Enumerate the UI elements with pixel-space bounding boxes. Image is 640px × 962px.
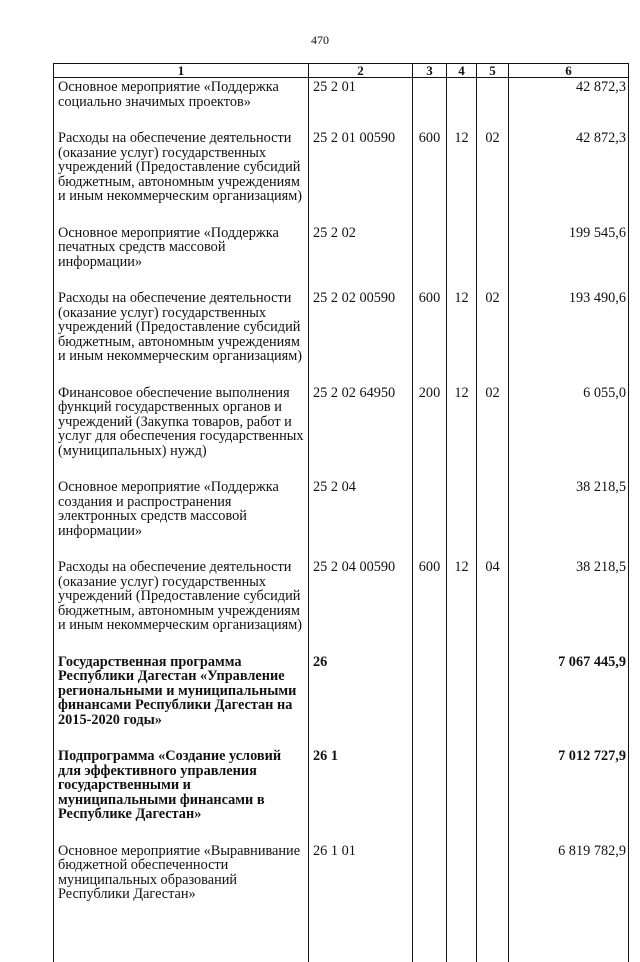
row-amount: 42 872,3	[509, 131, 629, 226]
column-header-6: 6	[509, 64, 629, 78]
row-col5: 02	[477, 291, 509, 386]
row-col4: 12	[447, 386, 477, 481]
column-header-5: 5	[477, 64, 509, 78]
row-name: Расходы на обеспечение деятельности (оказание услуг) государственных учреждений (Предоставление субсидий бюджетным, автономным учреждениям и иным некоммерческим организациям)	[54, 291, 309, 386]
row-col4	[447, 226, 477, 292]
row-code: 26	[309, 655, 413, 750]
row-col5	[477, 655, 509, 750]
table-row	[54, 844, 629, 962]
row-col3	[413, 655, 447, 750]
row-col5: 04	[477, 560, 509, 655]
row-code: 25 2 02 00590	[309, 291, 413, 386]
row-col5	[477, 480, 509, 560]
column-header-2: 2	[309, 64, 413, 78]
row-col4	[447, 749, 477, 844]
row-col5: 02	[477, 131, 509, 226]
row-col5: 02	[477, 386, 509, 481]
row-name: Финансовое обеспечение выполнения функций государственных органов и учреждений (Закупка товаров, работ и услуг для обеспечения государственных (муниципальных) нужд)	[54, 386, 309, 481]
row-col3: 600	[413, 291, 447, 386]
row-col3	[413, 844, 447, 962]
row-name: Основное мероприятие «Поддержка создания и распространения электронных средств массовой информации»	[54, 480, 309, 560]
table-row	[54, 131, 629, 226]
row-code: 25 2 04	[309, 480, 413, 560]
row-col5	[477, 749, 509, 844]
row-col4: 12	[447, 291, 477, 386]
row-name: Основное мероприятие «Поддержка печатных средств массовой информации»	[54, 226, 309, 292]
row-col3	[413, 749, 447, 844]
row-amount: 6 819 782,9	[509, 844, 629, 962]
row-name: Подпрограмма «Создание условий для эффективного управления государственными и муниципальными финансами в Республике Дагестан»	[54, 749, 309, 844]
column-header-4: 4	[447, 64, 477, 78]
row-code: 25 2 02	[309, 226, 413, 292]
table-row	[54, 386, 629, 481]
table-row	[54, 226, 629, 292]
row-amount: 7 012 727,9	[509, 749, 629, 844]
table-row	[54, 78, 629, 132]
row-code: 25 2 02 64950	[309, 386, 413, 481]
row-col3: 200	[413, 386, 447, 481]
row-col3	[413, 480, 447, 560]
row-col4	[447, 655, 477, 750]
row-col5	[477, 78, 509, 132]
row-code: 25 2 04 00590	[309, 560, 413, 655]
table-row	[54, 291, 629, 386]
header-row	[54, 64, 629, 78]
column-header-1: 1	[54, 64, 309, 78]
row-name: Расходы на обеспечение деятельности (оказание услуг) государственных учреждений (Предоставление субсидий бюджетным, автономным учреждениям и иным некоммерческим организациям)	[54, 131, 309, 226]
row-amount: 38 218,5	[509, 560, 629, 655]
row-col4	[447, 844, 477, 962]
row-col4	[447, 78, 477, 132]
row-name: Государственная программа Республики Дагестан «Управление региональными и муниципальными финансами Республики Дагестан на 2015-2020 годы»	[54, 655, 309, 750]
budget-table	[53, 63, 629, 962]
row-col3	[413, 226, 447, 292]
row-col3: 600	[413, 131, 447, 226]
table-row	[54, 480, 629, 560]
row-col3	[413, 78, 447, 132]
row-amount: 193 490,6	[509, 291, 629, 386]
row-amount: 199 545,6	[509, 226, 629, 292]
row-col4: 12	[447, 131, 477, 226]
row-code: 26 1 01	[309, 844, 413, 962]
row-amount: 6 055,0	[509, 386, 629, 481]
page-number: 470	[311, 33, 329, 47]
row-col4	[447, 480, 477, 560]
table-row	[54, 655, 629, 750]
row-name: Основное мероприятие «Выравнивание бюджетной обеспеченности муниципальных образований Республики Дагестан»	[54, 844, 309, 962]
row-code: 26 1	[309, 749, 413, 844]
row-col3: 600	[413, 560, 447, 655]
row-code: 25 2 01	[309, 78, 413, 132]
row-code: 25 2 01 00590	[309, 131, 413, 226]
row-name: Основное мероприятие «Поддержка социально значимых проектов»	[54, 78, 309, 132]
row-amount: 42 872,3	[509, 78, 629, 132]
column-header-3: 3	[413, 64, 447, 78]
row-amount: 38 218,5	[509, 480, 629, 560]
table-row	[54, 560, 629, 655]
table-row	[54, 749, 629, 844]
row-col5	[477, 226, 509, 292]
row-amount: 7 067 445,9	[509, 655, 629, 750]
row-col4: 12	[447, 560, 477, 655]
row-col5	[477, 844, 509, 962]
row-name: Расходы на обеспечение деятельности (оказание услуг) государственных учреждений (Предоставление субсидий бюджетным, автономным учреждениям и иным некоммерческим организациям)	[54, 560, 309, 655]
